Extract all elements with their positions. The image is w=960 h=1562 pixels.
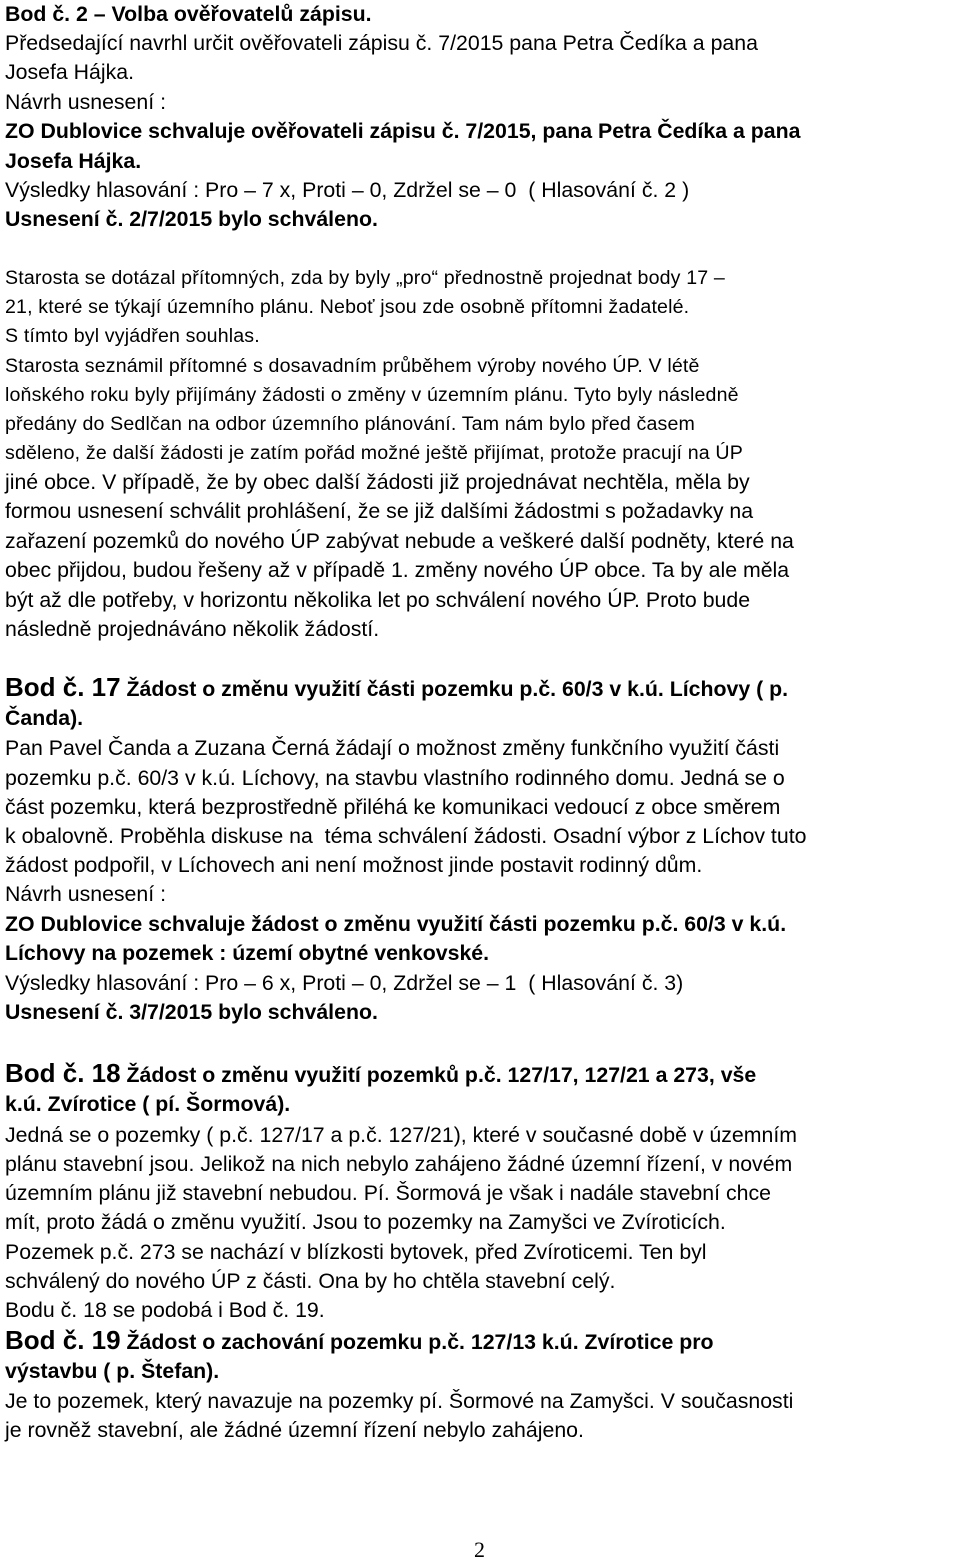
page-number: 2 — [474, 1537, 485, 1562]
paragraph-line: předány do Sedlčan na odbor územního plánování. Tam nám bylo před časem — [5, 413, 695, 435]
paragraph-line: k obalovně. Proběhla diskuse na téma schválení žádosti. Osadní výbor z Líchov tuto — [5, 824, 807, 848]
bod-number: 19 — [91, 1325, 121, 1355]
bod-18-heading — [5, 1059, 756, 1090]
paragraph-line: následně projednáváno několik žádostí. — [5, 617, 380, 641]
paragraph-line: je rovněž stavební, ale žádné územní řízení nebylo zahájeno. — [5, 1418, 584, 1442]
bod-label: Bod č. — [5, 1325, 92, 1355]
bod-title: Žádost o změnu využití části pozemku p.č. 60/3 v k.ú. Líchovy ( p. — [120, 677, 789, 701]
resolution-text: Josefa Hájka. — [5, 149, 142, 173]
bod-19-heading — [5, 1326, 714, 1357]
paragraph-line: Starosta seznámil přítomné s dosavadním průběhem výroby nového ÚP. V létě — [5, 355, 700, 377]
bod-title: Žádost o zachování pozemku p.č. 127/13 k.ú. Zvírotice pro — [120, 1330, 714, 1354]
paragraph-line: Pozemek p.č. 273 se nachází v blízkosti bytovek, před Zvíroticemi. Ten byl — [5, 1240, 707, 1264]
vote-results: Výsledky hlasování : Pro – 7 x, Proti – 0, Zdržel se – 0 ( Hlasování č. 2 ) — [5, 178, 690, 202]
navrh-usneseni-label: Návrh usnesení : — [5, 882, 166, 906]
bod-title: výstavbu ( p. Štefan). — [5, 1359, 220, 1383]
navrh-usneseni-label: Návrh usnesení : — [5, 90, 166, 114]
paragraph-line: Jedná se o pozemky ( p.č. 127/17 a p.č. 127/21), které v současné době v územním — [5, 1123, 797, 1147]
bod-label: Bod č. — [5, 1058, 92, 1088]
paragraph-line: část pozemku, která bezprostředně přiléhá ke komunikaci vedoucí z obce směrem — [5, 795, 781, 819]
paragraph-line: loňského roku byly přijímány žádosti o změny v územním plánu. Tyto byly následně — [5, 384, 739, 406]
paragraph-line: územním plánu již stavební nebudou. Pí. Šormová je však i nadále stavební chce — [5, 1181, 771, 1205]
bod-2-heading — [5, 0, 372, 29]
vote-results: Výsledky hlasování : Pro – 6 x, Proti – 0, Zdržel se – 1 ( Hlasování č. 3) — [5, 971, 684, 995]
paragraph-line: formou usnesení schválit prohlášení, že se již dalšími žádostmi s požadavky na — [5, 499, 754, 523]
resolution-text: ZO Dublovice schvaluje žádost o změnu využití části pozemku p.č. 60/3 v k.ú. — [5, 912, 787, 936]
bod-label: Bod č. — [5, 2, 76, 26]
paragraph-line: sděleno, že další žádosti je zatím pořád možné ještě přijímat, protože pracují na ÚP — [5, 442, 743, 464]
bod-title: k.ú. Zvírotice ( pí. Šormová). — [5, 1092, 291, 1116]
bod-17-heading — [5, 673, 788, 704]
bod-number: 18 — [91, 1058, 121, 1088]
paragraph-line: Josefa Hájka. — [5, 60, 135, 84]
paragraph-line: Bodu č. 18 se podobá i Bod č. 19. — [5, 1298, 325, 1322]
paragraph-line: S tímto byl vyjádřen souhlas. — [5, 325, 260, 347]
paragraph-line: Předsedající navrhl určit ověřovateli zápisu č. 7/2015 pana Petra Čedíka a pana — [5, 31, 758, 55]
bod-title: Čanda). — [5, 706, 84, 730]
resolution-text: ZO Dublovice schvaluje ověřovateli zápisu č. 7/2015, pana Petra Čedíka a pana — [5, 119, 801, 143]
paragraph-line: schválený do nového ÚP z části. Ona by ho chtěla stavební celý. — [5, 1269, 616, 1293]
resolution-approved: Usnesení č. 2/7/2015 bylo schváleno. — [5, 207, 378, 231]
paragraph-line: obec přijdou, budou řešeny až v případě 1. změny nového ÚP obce. Ta by ale měla — [5, 558, 790, 582]
paragraph-line: být až dle potřeby, v horizontu několika let po schválení nového ÚP. Proto bude — [5, 588, 751, 612]
bod-number: 17 — [91, 672, 121, 702]
bod-title: Žádost o změnu využití pozemků p.č. 127/17, 127/21 a 273, vše — [120, 1063, 757, 1087]
bod-title: – Volba ověřovatelů zápisu. — [87, 2, 372, 26]
paragraph-line: 21, které se týkají územního plánu. Neboť jsou zde osobně přítomni žadatelé. — [5, 296, 690, 318]
paragraph-line: Je to pozemek, který navazuje na pozemky pí. Šormové na Zamyšci. V současnosti — [5, 1389, 794, 1413]
paragraph-line: Pan Pavel Čanda a Zuzana Černá žádají o možnost změny funkčního využití části — [5, 736, 780, 760]
paragraph-line: mít, proto žádá o změnu využití. Jsou to pozemky na Zamyšci ve Zvíroticích. — [5, 1210, 726, 1234]
paragraph-line: žádost podpořil, v Líchovech ani není možnost jinde postavit rodinný dům. — [5, 853, 703, 877]
paragraph-line: pozemku p.č. 60/3 v k.ú. Líchovy, na stavbu vlastního rodinného domu. Jedná se o — [5, 766, 785, 790]
paragraph-line: jiné obce. V případě, že by obec další žádosti již projednávat nechtěla, měla by — [5, 470, 750, 494]
bod-label: Bod č. — [5, 672, 92, 702]
resolution-text: Líchovy na pozemek : území obytné venkovské. — [5, 941, 490, 965]
paragraph-line: plánu stavební jsou. Jelikož na nich nebylo zahájeno žádné územní řízení, v novém — [5, 1152, 793, 1176]
paragraph-line: Starosta se dotázal přítomných, zda by byly „pro“ přednostně projednat body 17 – — [5, 267, 725, 289]
bod-number: 2 — [76, 2, 88, 26]
resolution-approved: Usnesení č. 3/7/2015 bylo schváleno. — [5, 1000, 378, 1024]
paragraph-line: zařazení pozemků do nového ÚP zabývat nebude a veškeré další podněty, které na — [5, 529, 794, 553]
